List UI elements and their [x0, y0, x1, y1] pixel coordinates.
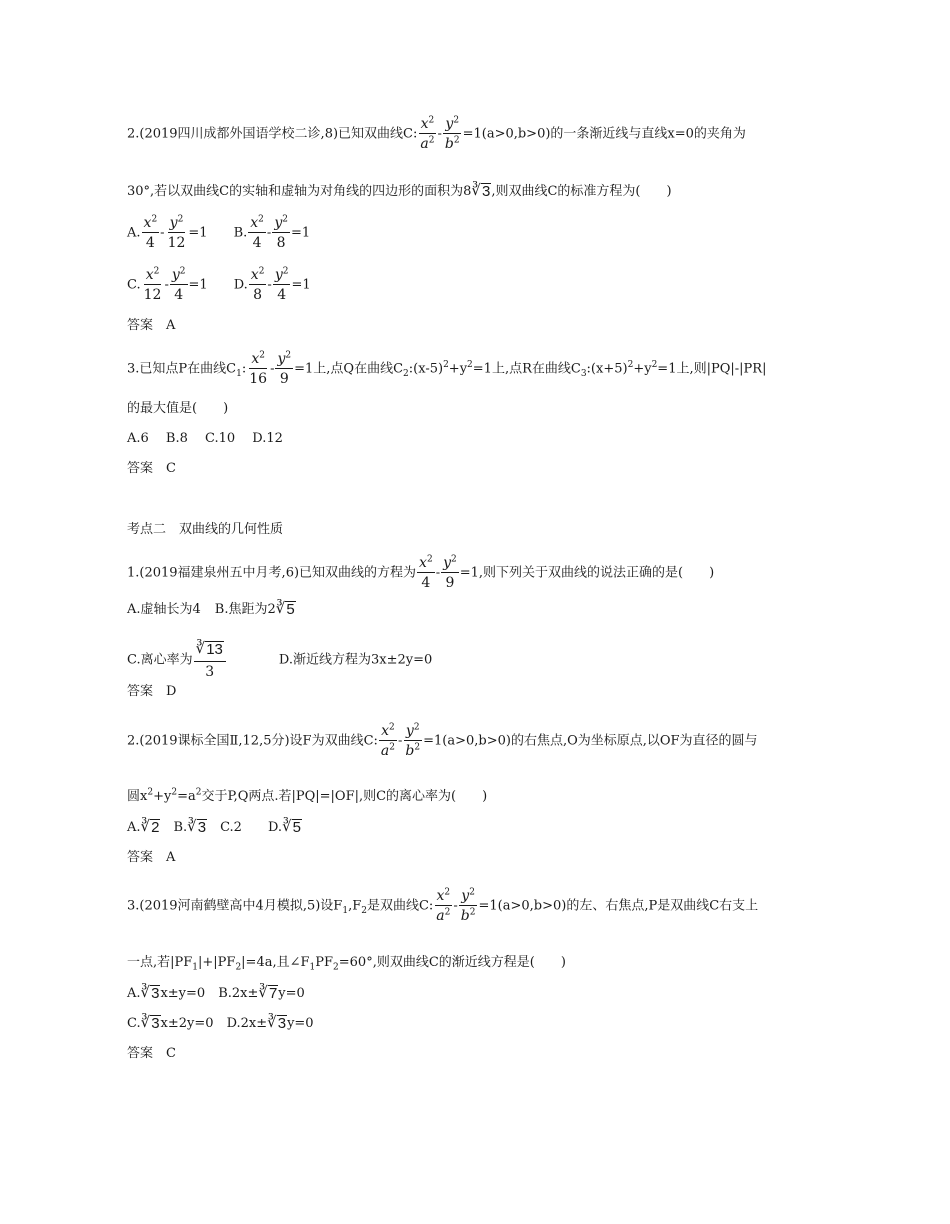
- option-c: C.: [127, 277, 141, 293]
- option-a: A.: [127, 225, 141, 241]
- s1q3-line2: 的最大值是( ): [127, 401, 229, 416]
- question-text: 30°,若以双曲线C的实轴和虚轴为对角线的四边形的面积为8: [127, 184, 472, 199]
- s2q2-line2: 圆$x^2+y^2=a^2$交于P,Q两点.若|PQ|=|OF|,则C的离心率为( ): [127, 787, 488, 804]
- s2q2-options: A. ∛ 2 B. ∛ 3 C.2 D. ∛ 5: [127, 817, 301, 836]
- cube-root: ∛ 3: [471, 181, 491, 200]
- s2q3-answer: 答案 C: [127, 1046, 176, 1061]
- s1q2-options-cd: C. $\frac{x^2}{12}$ - $\frac{y^2}{4}$ =1 D. $\frac{x^2}{8}$ - $\frac{y^2}{4}$ =1: [127, 266, 311, 303]
- question-text: =1(a>0,b>0)的一条渐近线与直线x=0的夹角为: [462, 126, 746, 142]
- s1q2-line1: 2.(2019四川成都外国语学校二诊,8)已知双曲线C: $\frac{x^2}{a^2}$ - $\frac{y^2}{b^2}$ =1(a>0,b>0)的一条渐近线与直线x=0的夹角为: [127, 115, 746, 152]
- s1q2-answer: 答案 A: [127, 318, 176, 333]
- option-d: D.: [233, 277, 248, 293]
- s2q1-options-ab: A.虚轴长为4 B.焦距为2 ∛ 5: [127, 599, 295, 618]
- s2q2-line1: 2.(2019课标全国Ⅱ,12,5分)设F为双曲线C: $\frac{x^2}{a^2}$ - $\frac{y^2}{b^2}$ =1(a>0,b>0)的右焦点,O为坐标原点,以OF为直径的圆与: [127, 722, 758, 759]
- fraction: $\frac{x^2}{a^2}$: [420, 115, 435, 152]
- option-b: B.: [233, 225, 248, 241]
- s2q1-options-cd: C.离心率为 ∛ 13 3 D.渐近线方程为3x±2y=0: [127, 639, 433, 680]
- s1q3-line1: 3.已知点P在曲线$C_1$: $\frac{x^2}{16}$ - $\frac{y^2}{9}$ =1上,点Q在曲线$C_2:(x-5)^2+y^2=1$上,点R在曲线$C_3:(x+5)^2+y^2=1$上,则|PQ|-|PR|: [127, 350, 767, 387]
- s2q1-answer: 答案 D: [127, 684, 177, 699]
- s2q3-line1: 3.(2019河南鹤壁高中4月模拟,5)设$F_1,F_2$是双曲线C: $\frac{x^2}{a^2}$ - $\frac{y^2}{b^2}$ =1(a>0,b>0)的左、右焦点,P是双曲线C右支上: [127, 887, 759, 924]
- s2q3-options-ab: A. ∛ 3 x±y=0 B.2x± ∛ 7 y=0: [127, 983, 305, 1002]
- s2q1-line1: 1.(2019福建泉州五中月考,6)已知双曲线的方程为 $\frac{x^2}{4}$ - $\frac{y^2}{9}$ =1,则下列关于双曲线的说法正确的是( ): [127, 554, 715, 591]
- fraction: $\frac{y^2}{b^2}$: [444, 115, 460, 152]
- s1q3-options: A.6 B.8 C.10 D.12: [127, 431, 283, 446]
- s2q3-line2: 一点,若$|PF_1|+|PF_2|=4a$,且$\angle F_1PF_2=60^\circ$,则双曲线C的渐近线方程是( ): [127, 955, 566, 973]
- question-text: ,则双曲线C的标准方程为( ): [491, 184, 672, 199]
- s1q2-line2: [127, 183, 672, 201]
- question-text: 2.(2019四川成都外国语学校二诊,8)已知双曲线C:: [127, 126, 418, 142]
- s1q3-answer: 答案 C: [127, 461, 176, 476]
- s2q2-answer: 答案 A: [127, 850, 176, 865]
- section-title: 考点二 双曲线的几何性质: [127, 522, 284, 537]
- s1q2-options-ab: A. $\frac{x^2}{4}$ - $\frac{y^2}{12}$ =1 B. $\frac{x^2}{4}$ - $\frac{y^2}{8}$ =1: [127, 214, 311, 251]
- s2q3-options-cd: C. ∛ 3 x±2y=0 D.2x± ∛ 3 y=0: [127, 1013, 314, 1032]
